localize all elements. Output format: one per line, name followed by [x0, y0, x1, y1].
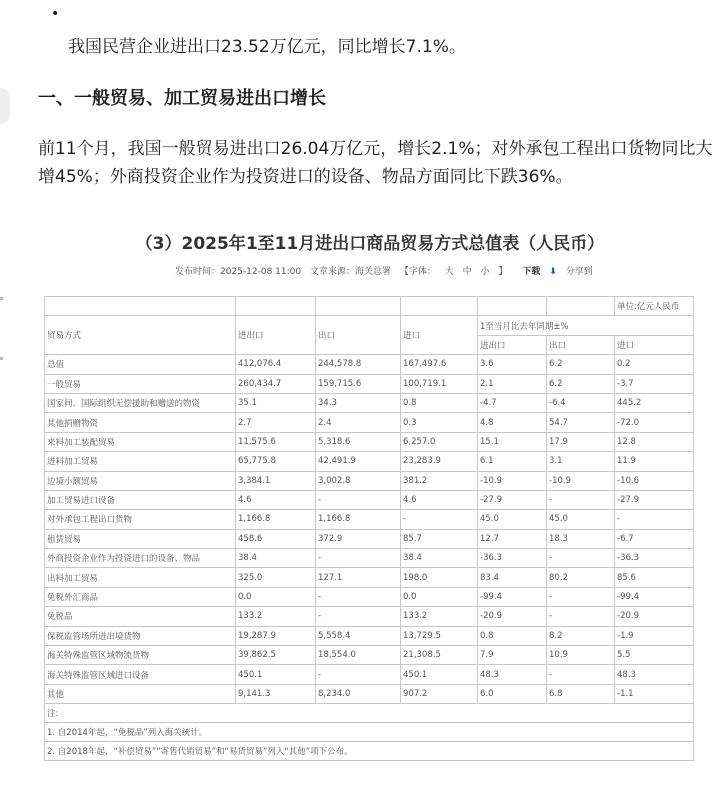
table-cell: 外商投资企业作为投资进口的设备、物品	[45, 549, 236, 568]
table-cell: 133.2	[401, 607, 478, 626]
table-cell: 167,497.6	[401, 355, 478, 374]
table-cell: 907.2	[401, 684, 478, 703]
header-imp: 进口	[401, 316, 478, 355]
table-row	[45, 587, 694, 606]
table-header-blank	[236, 297, 316, 316]
table-cell: 5,318.6	[316, 432, 401, 451]
table-cell: 0.8	[401, 393, 478, 412]
table-cell: 38.4	[401, 549, 478, 568]
table-cell: 8.2	[547, 626, 615, 645]
table-cell: 85.7	[401, 529, 478, 548]
table-row	[45, 568, 694, 587]
table-cell: 18.3	[547, 529, 615, 548]
edge-mark	[0, 357, 3, 360]
table-cell: -	[547, 665, 615, 684]
table-cell: 48.3	[478, 665, 547, 684]
font-medium-link[interactable]: 中	[462, 267, 472, 277]
publish-time: 发布时间：2025-12-08 11:00	[175, 267, 302, 277]
download-icon[interactable]: ⬇	[549, 267, 557, 277]
table-cell: 13,729.5	[401, 626, 478, 645]
table-row	[45, 665, 694, 684]
table-cell: 85.6	[615, 568, 694, 587]
table-cell: 445.2	[615, 393, 694, 412]
table-header-row	[45, 316, 694, 335]
table-cell: 35.1	[236, 393, 316, 412]
table-cell: 12.8	[615, 432, 694, 451]
table-cell: 2.7	[236, 413, 316, 432]
table-cell: 80.2	[547, 568, 615, 587]
table-header-blank	[401, 297, 478, 316]
table-cell: 17.9	[547, 432, 615, 451]
table-cell: 进料加工贸易	[45, 452, 236, 471]
table-cell: -4.7	[478, 393, 547, 412]
table-cell: 来料加工装配贸易	[45, 432, 236, 451]
table-row	[45, 452, 694, 471]
table-cell: 1,166.8	[236, 510, 316, 529]
table-row	[45, 626, 694, 645]
article-paragraph-private-enterprises: 我国民营企业进出口23.52万亿元，同比增长7.1%。	[68, 37, 466, 57]
table-cell: 11.9	[615, 452, 694, 471]
header-exp: 出口	[316, 316, 401, 355]
table-note: 注:	[45, 704, 694, 723]
table-cell: 2.4	[316, 413, 401, 432]
table-cell: -99.4	[478, 587, 547, 606]
table-cell: 6.8	[547, 684, 615, 703]
table-cell: 21,308.5	[401, 646, 478, 665]
table-cell: 412,076.4	[236, 355, 316, 374]
table-cell: -	[316, 549, 401, 568]
font-size-close: 】	[498, 267, 508, 277]
table-cell: 一般贸易	[45, 374, 236, 393]
table-cell: -1.9	[615, 626, 694, 645]
header-yoy-exp: 出口	[547, 335, 615, 354]
table-note-row	[45, 704, 694, 723]
font-large-link[interactable]: 大	[444, 267, 454, 277]
table-cell: -36.3	[615, 549, 694, 568]
table-cell: 对外承包工程出口货物	[45, 510, 236, 529]
section-heading: 一、一般贸易、加工贸易进出口增长	[38, 88, 326, 109]
table-row	[45, 432, 694, 451]
table-note: 2. 自2018年起，“补偿贸易”“寄售代销贸易”和“易货贸易”列入“其他”项下公布。	[45, 742, 694, 761]
table-cell: 出料加工贸易	[45, 568, 236, 587]
table-header-blank	[316, 297, 401, 316]
table-cell: -	[547, 549, 615, 568]
table-cell: 38.4	[236, 549, 316, 568]
unit-label: 单位:亿元人民币	[615, 297, 694, 316]
header-trade-mode: 贸易方式	[45, 316, 236, 355]
edge-mark	[0, 297, 3, 300]
table-cell: 4.6	[236, 490, 316, 509]
table-cell: 39,862.5	[236, 646, 316, 665]
table-cell: 34.3	[316, 393, 401, 412]
table-row	[45, 684, 694, 703]
list-bullet: •	[51, 6, 60, 22]
table-row	[45, 646, 694, 665]
table-row	[45, 529, 694, 548]
table-cell: 198.0	[401, 568, 478, 587]
table-cell: -6.4	[547, 393, 615, 412]
table-cell: 9,141.3	[236, 684, 316, 703]
table-cell: 5.5	[615, 646, 694, 665]
table-cell: 3.1	[547, 452, 615, 471]
table-cell: 381.2	[401, 471, 478, 490]
table-note-row	[45, 742, 694, 761]
trade-mode-table	[44, 296, 694, 761]
table-cell: 8,234.0	[316, 684, 401, 703]
table-cell: 4.8	[478, 413, 547, 432]
table-cell: 19,287.9	[236, 626, 316, 645]
table-note-row	[45, 723, 694, 742]
table-cell: -36.3	[478, 549, 547, 568]
table-cell: 总值	[45, 355, 236, 374]
header-yoy-imp: 进口	[615, 335, 694, 354]
table-cell: -	[615, 510, 694, 529]
table-cell: 6.1	[478, 452, 547, 471]
table-cell: 54.7	[547, 413, 615, 432]
table-cell: 0.3	[401, 413, 478, 432]
table-cell: -6.7	[615, 529, 694, 548]
table-cell: 133.2	[236, 607, 316, 626]
table-cell: 2.1	[478, 374, 547, 393]
table-cell: 国家间、国际组织无偿援助和赠送的物资	[45, 393, 236, 412]
table-cell: 6,257.0	[401, 432, 478, 451]
header-imp-exp: 进出口	[236, 316, 316, 355]
table-cell: 0.0	[401, 587, 478, 606]
table-cell: 244,578.8	[316, 355, 401, 374]
table-row	[45, 471, 694, 490]
table-cell: 租赁贸易	[45, 529, 236, 548]
table-note: 1. 自2014年起，“免税品”列入海关统计。	[45, 723, 694, 742]
table-cell: 45.0	[478, 510, 547, 529]
table-row	[45, 490, 694, 509]
table-cell: 100,719.1	[401, 374, 478, 393]
table-cell: 48.3	[615, 665, 694, 684]
table-cell: -10.9	[478, 471, 547, 490]
table-cell: 0.8	[478, 626, 547, 645]
table-cell: 3,384.1	[236, 471, 316, 490]
table-header-row	[45, 297, 694, 316]
table-row	[45, 510, 694, 529]
table-cell: 边境小额贸易	[45, 471, 236, 490]
table-row	[45, 393, 694, 412]
header-yoy-imp-exp: 进出口	[478, 335, 547, 354]
table-cell: 11,575.6	[236, 432, 316, 451]
table-cell: 0.2	[615, 355, 694, 374]
table-row	[45, 413, 694, 432]
table-cell: 458.6	[236, 529, 316, 548]
table-cell: 159,715.6	[316, 374, 401, 393]
table-cell: -10.6	[615, 471, 694, 490]
table-cell: 127.1	[316, 568, 401, 587]
table-row	[45, 607, 694, 626]
table-cell: 7.9	[478, 646, 547, 665]
table-cell: 65,775.8	[236, 452, 316, 471]
table-cell: 23,283.9	[401, 452, 478, 471]
table-cell: 6.0	[478, 684, 547, 703]
table-cell: -99.4	[615, 587, 694, 606]
table-cell: 45.0	[547, 510, 615, 529]
table-cell: -20.9	[478, 607, 547, 626]
table-cell: -	[401, 510, 478, 529]
table-cell: 加工贸易进口设备	[45, 490, 236, 509]
table-header-blank	[45, 297, 236, 316]
download-link[interactable]: 下载	[522, 267, 541, 277]
font-small-link[interactable]: 小	[480, 267, 490, 277]
table-row	[45, 549, 694, 568]
table-cell: 免税外汇商品	[45, 587, 236, 606]
table-cell: -1.1	[615, 684, 694, 703]
table-cell: -10.9	[547, 471, 615, 490]
table-cell: -	[547, 607, 615, 626]
table-cell: 450.1	[236, 665, 316, 684]
table-cell: 15.1	[478, 432, 547, 451]
table-cell: -3.7	[615, 374, 694, 393]
table-cell: 83.4	[478, 568, 547, 587]
table-cell: -27.9	[615, 490, 694, 509]
table-cell: 3.6	[478, 355, 547, 374]
table-cell: 其他	[45, 684, 236, 703]
table-cell: 1,166.8	[316, 510, 401, 529]
table-cell: -	[316, 490, 401, 509]
table-cell: 海关特殊监管区域进口设备	[45, 665, 236, 684]
table-cell: 450.1	[401, 665, 478, 684]
article-paragraph-general-trade: 前11个月，我国一般贸易进出口26.04万亿元，增长2.1%；对外承包工程出口货物同比大增45%；外商投资企业作为投资进口的设备、物品方面同比下跌36%。	[38, 139, 713, 187]
table-cell: -	[547, 587, 615, 606]
table-cell: 6.2	[547, 355, 615, 374]
table-cell: -	[316, 607, 401, 626]
table-cell: 12.7	[478, 529, 547, 548]
table-cell: 42,491.9	[316, 452, 401, 471]
table-cell: -72.0	[615, 413, 694, 432]
share-link[interactable]: 分享到	[565, 267, 593, 277]
table-cell: -27.9	[478, 490, 547, 509]
table-cell: 6.2	[547, 374, 615, 393]
table-cell: 免税品	[45, 607, 236, 626]
header-yoy: 1至当月比去年同期±%	[478, 316, 694, 335]
article-source: 文章来源：海关总署	[309, 267, 391, 277]
table-cell: 5,558.4	[316, 626, 401, 645]
table-header-blank	[547, 297, 615, 316]
table-row	[45, 355, 694, 374]
table-row	[45, 374, 694, 393]
table-cell: 海关特殊监管区域物流货物	[45, 646, 236, 665]
font-size-control	[400, 267, 516, 277]
table-cell: -	[316, 587, 401, 606]
font-size-label: 【字体：	[399, 267, 436, 277]
left-edge-tab	[0, 88, 10, 124]
table-cell: 保税监管场所进出境货物	[45, 626, 236, 645]
table-cell: 0.0	[236, 587, 316, 606]
table-cell: -	[316, 665, 401, 684]
document-title: （3）2025年1至11月进出口商品贸易方式总值表（人民币）	[135, 234, 605, 254]
table-cell: 260,434.7	[236, 374, 316, 393]
table-cell: -20.9	[615, 607, 694, 626]
table-cell: 372.9	[316, 529, 401, 548]
table-header-blank	[478, 297, 547, 316]
table-cell: 10.9	[547, 646, 615, 665]
table-cell: 18,554.0	[316, 646, 401, 665]
table-cell: 其他捐赠物资	[45, 413, 236, 432]
table-cell: -	[547, 490, 615, 509]
embedded-document-screenshot	[40, 222, 700, 782]
document-meta-bar	[175, 264, 599, 277]
table-cell: 325.0	[236, 568, 316, 587]
table-cell: 4.6	[401, 490, 478, 509]
table-cell: 3,002.8	[316, 471, 401, 490]
